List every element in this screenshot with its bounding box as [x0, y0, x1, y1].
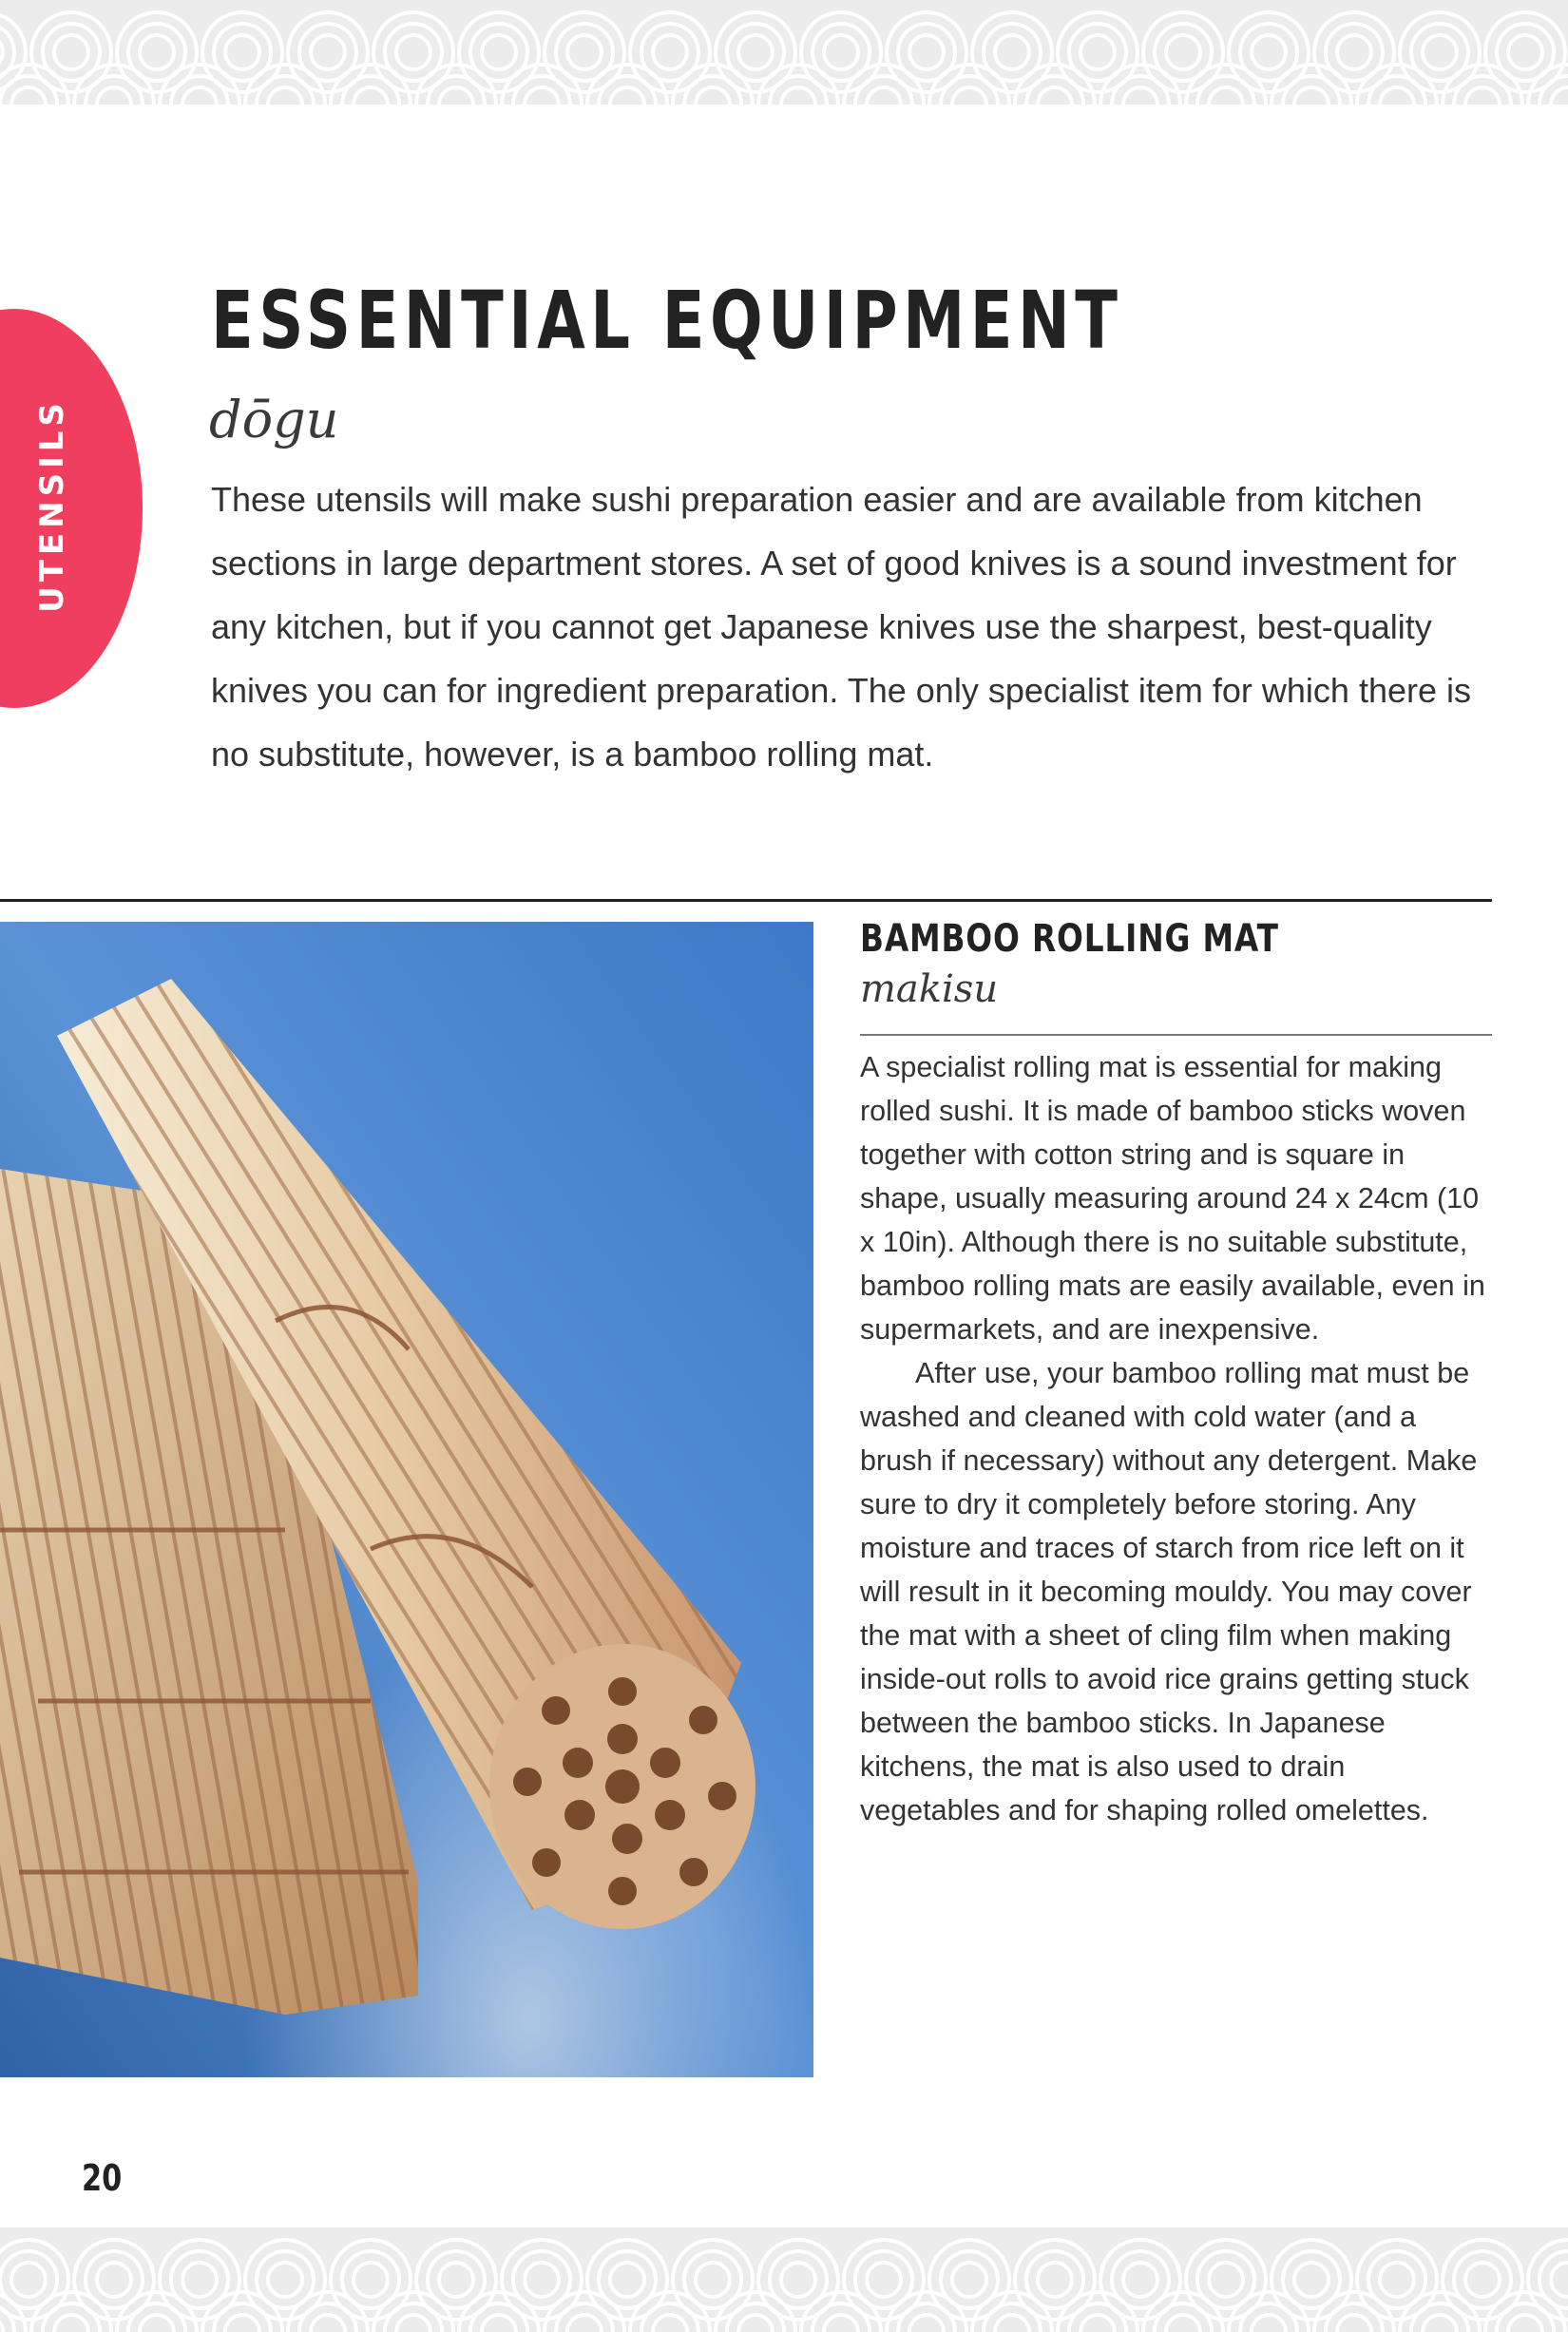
- wave-pattern-icon: [0, 0, 1568, 105]
- divider: [0, 899, 1492, 902]
- page-title: ESSENTIAL EQUIPMENT: [211, 274, 1123, 367]
- section-divider: [860, 1034, 1492, 1036]
- section-tab: [0, 309, 143, 708]
- section-subtitle: makisu: [860, 967, 999, 1011]
- page-number: 20: [82, 2157, 123, 2199]
- intro-paragraph: These utensils will make sushi preparation easier and are available from kitchen sections in large department stores. A set of good knives is a sound investment for any kitchen, but if you cannot get Japanese knives use the sharpest, best-quality knives you can for ingredient preparation. The only specialist item for which there is no substitute, however, is a bamboo rolling mat.: [211, 480, 1472, 774]
- section-paragraph: A specialist rolling mat is essential for making rolled sushi. It is made of bamboo sticks woven together with cotton string and is square in shape, usually measuring around 24 x 24cm (10 x 10in). Although there is no suitable substitute, bamboo rolling mats are easily available, even in supermarkets, and are inexpensive.: [860, 1051, 1485, 1346]
- section-tab-label: UTENSILS: [33, 398, 71, 613]
- page-subtitle: dōgu: [209, 390, 339, 449]
- top-wave-border: [0, 0, 1568, 105]
- bamboo-rolling-mat-photo-icon: [0, 922, 813, 2077]
- section-paragraph: After use, your bamboo rolling mat must be washed and cleaned with cold water (and a brush if necessary) without any detergent. Make sure to dry it completely before storing. Any moisture and traces of starch from rice left on it will result in it becoming mouldy. You may cover the mat with a sheet of cling film when making inside-out rolls to avoid rice grains getting stuck between the bamboo sticks. In Japanese kitchens, the mat is also used to drain vegetables and for shaping rolled omelettes.: [860, 1357, 1478, 1826]
- section-body: [860, 1045, 1487, 1832]
- bamboo-mat-photo: [0, 922, 813, 2077]
- section-heading: BAMBOO ROLLING MAT: [860, 917, 1279, 961]
- wave-pattern-icon: [0, 2227, 1568, 2332]
- bottom-wave-border: [0, 2227, 1568, 2332]
